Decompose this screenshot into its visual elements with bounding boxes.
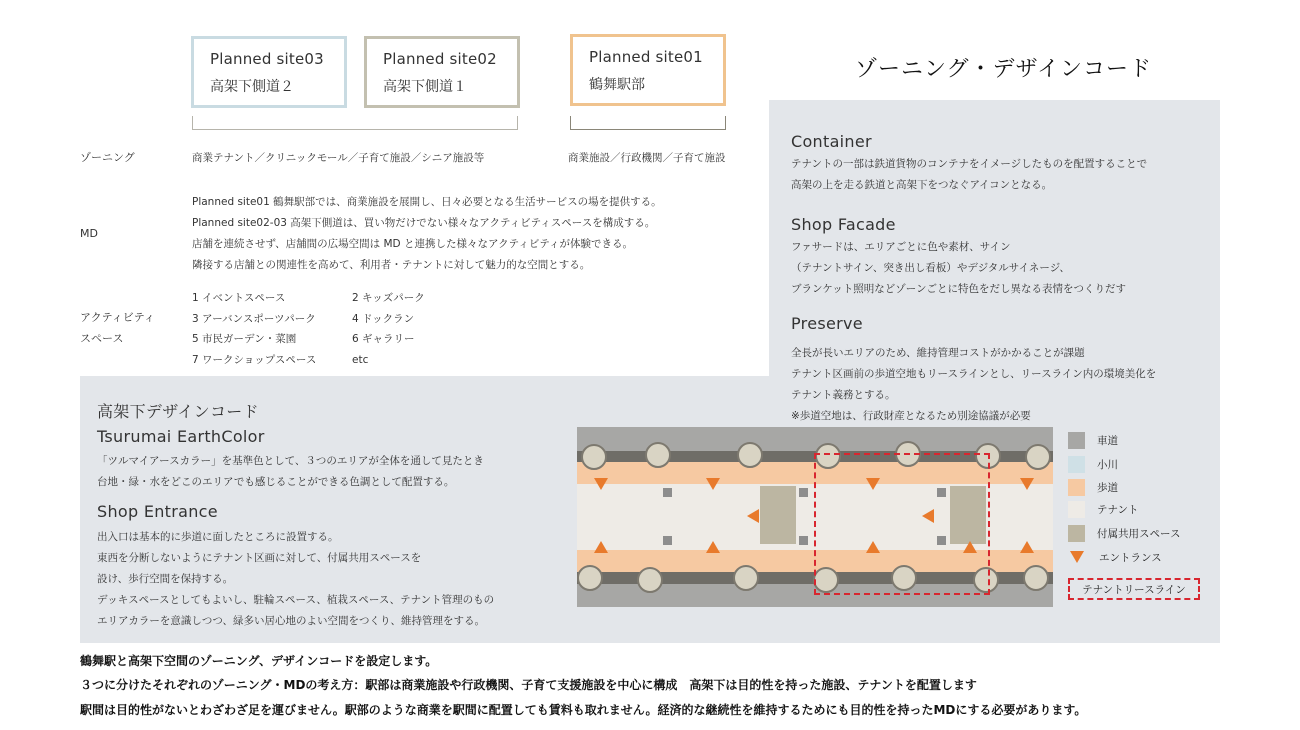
legend-sidewalk	[1068, 478, 1118, 496]
site01-name: Planned site01	[589, 48, 703, 66]
entrance-line-5: エリアカラーを意識しつつ、緑多い居心地のよい空間をつくり、維持管理をする。	[97, 615, 485, 627]
tree-icon	[637, 567, 663, 593]
legend-shared-space	[1068, 524, 1180, 542]
site03-box	[191, 36, 347, 108]
entrance-icon	[594, 478, 608, 490]
earthcolor-line-2: 台地・緑・水をどこのエリアでも感じることができる色調として配置する。	[97, 476, 455, 488]
zoning-label: ゾーニング	[80, 151, 135, 164]
activity-item: 3 アーバンスポーツパーク	[192, 312, 316, 325]
facade-line-1: ファサードは、エリアごとに色や素材、サイン	[791, 241, 1011, 253]
container-line-1: テナントの一部は鉄道貨物のコンテナをイメージしたものを配置することで	[791, 158, 1148, 170]
activity-list	[192, 288, 425, 370]
preserve-line-2: テナント区画前の歩道空地もリースラインとし、リースライン内の環境美化を	[791, 368, 1157, 380]
activity-item: 1 イベントスペース	[192, 292, 286, 304]
site01-sub: 鶴舞駅部	[589, 77, 645, 93]
footer-line-2: ３つに分けたそれぞれのゾーニング・MDの考え方：駅部は商業施設や行政機関、子育て支援施設を中心に構成 高架下は目的性を持った施設、テナントを配置します	[80, 678, 977, 692]
activity-item: 5 市民ガーデン・菜園	[192, 333, 297, 345]
tree-icon	[1025, 444, 1051, 470]
legend-swatch	[1068, 432, 1085, 449]
activity-label-1: アクティビティ	[80, 311, 155, 324]
legend-entrance	[1068, 548, 1162, 566]
legend-label: 小川	[1097, 458, 1118, 471]
activity-row	[192, 309, 425, 330]
facade-heading: Shop Facade	[791, 215, 896, 234]
legend-swatch	[1068, 456, 1085, 473]
activity-label-2: スペース	[80, 332, 124, 345]
site03-sub: 高架下側道２	[210, 79, 294, 95]
earthcolor-heading: Tsurumai EarthColor	[97, 427, 265, 446]
tree-icon	[577, 565, 603, 591]
entrance-line-4: デッキスペースとしてもよいし、駐輪スペース、植栽スペース、テナント管理のもの	[97, 594, 495, 606]
legend-swatch	[1068, 501, 1085, 518]
bracket-sideways	[192, 116, 518, 130]
legend-label: 車道	[1097, 434, 1118, 447]
legend-road	[1068, 431, 1118, 449]
legend-stream	[1068, 455, 1118, 473]
activity-item: 7 ワークショップスペース	[192, 353, 317, 366]
activity-item: 4 ドックラン	[352, 312, 415, 325]
activity-item: etc	[352, 353, 369, 366]
entrance-icon	[747, 509, 759, 523]
activity-row	[192, 288, 425, 309]
tenant-lease-line	[814, 453, 990, 595]
preserve-line-1: 全長が長いエリアのため、維持管理コストがかかることが課題	[791, 347, 1085, 359]
activity-row	[192, 350, 425, 371]
tree-icon	[1023, 565, 1049, 591]
entrance-heading: Shop Entrance	[97, 502, 218, 521]
tree-icon	[733, 565, 759, 591]
left-panel-title: 高架下デザインコード	[97, 402, 259, 421]
page-title: ゾーニング・デザインコード	[855, 57, 1153, 82]
legend-swatch	[1068, 479, 1085, 496]
footer-line-3: 駅間は目的性がないとわざわざ足を運びません。駅部のような商業を駅間に配置しても賃料も取れません。経済的な継続性を維持するためにも目的性を持ったMDにする必要があります。	[80, 703, 1087, 717]
entrance-icon	[706, 478, 720, 490]
activity-item: 6 ギャラリー	[352, 333, 415, 345]
md-line-3: 店舗を連続させず、店舗間の広場空間は MD と連携した様々なアクティビティが体験できる。	[192, 238, 633, 250]
bracket-station	[570, 116, 726, 130]
preserve-heading: Preserve	[791, 314, 863, 333]
legend-label: エントランス	[1099, 551, 1162, 564]
zoning-sideways: 商業テナント／クリニックモール／子育て施設／シニア施設等	[192, 152, 485, 164]
entrance-icon	[1070, 551, 1084, 563]
entrance-line-3: 設け、歩行空間を保持する。	[97, 573, 234, 585]
activity-row	[192, 329, 425, 350]
tree-icon	[581, 444, 607, 470]
legend-label: 歩道	[1097, 481, 1118, 494]
facade-line-3: ブランケット照明などゾーンごとに特色をだし異なる表情をつくりだす	[791, 283, 1127, 295]
md-label: MD	[80, 227, 98, 240]
site02-sub: 高架下側道１	[383, 79, 467, 95]
md-line-1: Planned site01 鶴舞駅部では、商業施設を展開し、日々必要となる生活サービスの場を提供する。	[192, 196, 662, 208]
legend-swatch	[1068, 525, 1085, 542]
pillar-icon	[799, 536, 808, 545]
facade-line-2: （テナントサイン、突き出し看板）やデジタルサイネージ、	[791, 262, 1070, 274]
shared-space	[760, 486, 796, 544]
site01-box	[570, 34, 726, 106]
pillar-icon	[799, 488, 808, 497]
pillar-icon	[663, 536, 672, 545]
pillar-icon	[663, 488, 672, 497]
entrance-icon	[706, 541, 720, 553]
container-heading: Container	[791, 132, 872, 151]
tree-icon	[645, 442, 671, 468]
entrance-icon	[594, 541, 608, 553]
entrance-line-1: 出入口は基本的に歩道に面したところに設置する。	[97, 531, 339, 543]
preserve-line-3: テナント義務とする。	[791, 389, 896, 401]
legend-tenant	[1068, 500, 1138, 518]
legend-label: テナント	[1097, 503, 1139, 516]
site02-name: Planned site02	[383, 50, 497, 68]
md-line-4: 隣接する店舗との関連性を高めて、利用者・テナントに対して魅力的な空間とする。	[192, 259, 591, 271]
entrance-icon	[1020, 541, 1034, 553]
zoning-station: 商業施設／行政機関／子育て施設	[568, 152, 726, 164]
legend-label: 付属共用スペース	[1097, 527, 1181, 540]
site03-name: Planned site03	[210, 50, 324, 68]
site02-box	[364, 36, 520, 108]
entrance-icon	[1020, 478, 1034, 490]
earthcolor-line-1: 「ツルマイアースカラー」を基準色として、３つのエリアが全体を通して見たとき	[97, 455, 484, 467]
activity-item: 2 キッズパーク	[352, 292, 425, 304]
footer-line-1: 鶴舞駅と高架下空間のゾーニング、デザインコードを設定します。	[80, 654, 438, 668]
street-plan-diagram	[577, 427, 1053, 607]
container-line-2: 高架の上を走る鉄道と高架下をつなぐアイコンとなる。	[791, 179, 1053, 191]
legend-lease-line: テナントリースライン	[1068, 578, 1200, 600]
md-line-2: Planned site02-03 高架下側道は、買い物だけでない様々なアクティビティスペースを構成する。	[192, 217, 656, 229]
preserve-line-4: ※歩道空地は、行政財産となるため別途協議が必要	[791, 410, 1031, 422]
entrance-line-2: 東西を分断しないようにテナント区画に対して、付属共用スペースを	[97, 552, 422, 564]
tree-icon	[737, 442, 763, 468]
